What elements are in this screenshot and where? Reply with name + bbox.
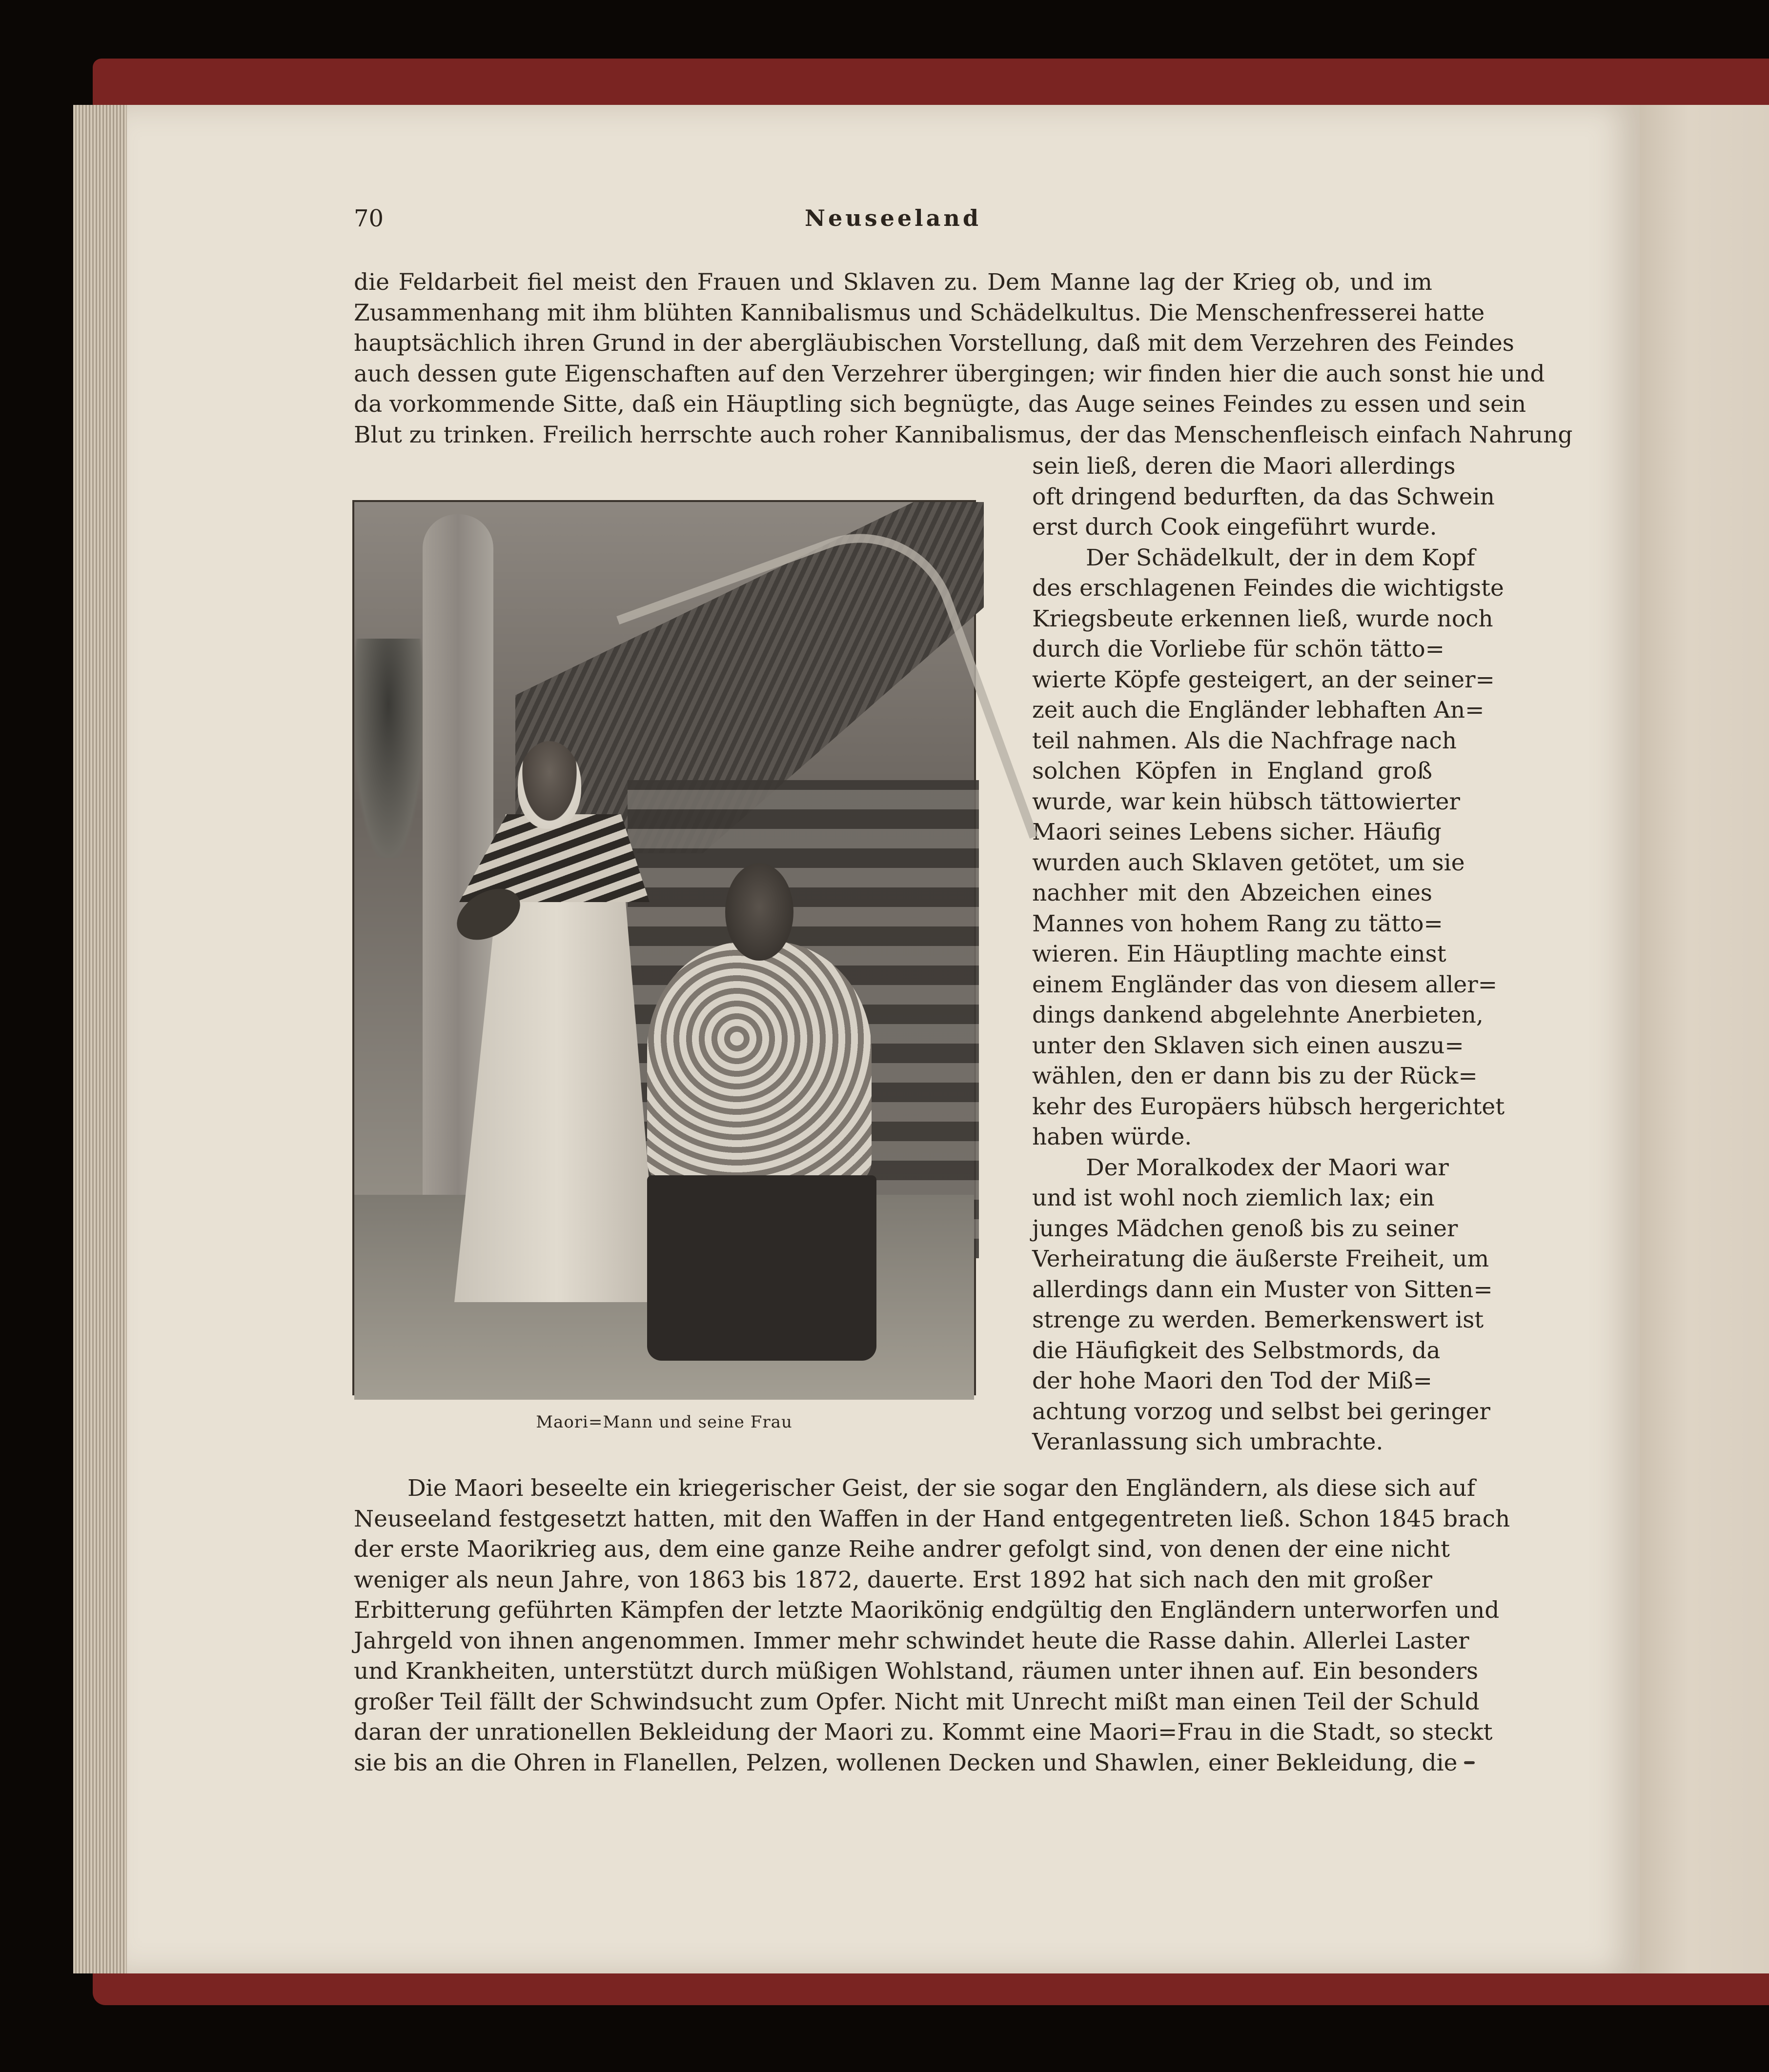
- text-line: Maori seines Lebens sicher. Häufig: [1032, 819, 1442, 845]
- text-line: und Krankheiten, unterstützt durch müßigen Wohlstand, räumen unter ihnen auf. Ein besonders: [354, 1658, 1479, 1685]
- text-line: nachher mit den Abzeichen eines: [1032, 880, 1432, 906]
- photo-trees: [354, 639, 423, 858]
- text-line: einem Engländer das von diesem aller=: [1032, 971, 1498, 998]
- running-title: Neuseeland: [804, 205, 982, 231]
- text-line: und ist wohl noch ziemlich lax; ein: [1032, 1185, 1435, 1211]
- text-line: unter den Sklaven sich einen auszu=: [1032, 1032, 1464, 1059]
- text-line: Verheiratung die äußerste Freiheit, um: [1032, 1246, 1489, 1272]
- text-line: allerdings dann ein Muster von Sitten=: [1032, 1276, 1493, 1303]
- page-number: 70: [354, 205, 384, 232]
- text-line: durch die Vorliebe für schön tätto=: [1032, 636, 1444, 663]
- paragraph-bottom: [354, 1473, 1510, 1778]
- text-line: erst durch Cook eingeführt wurde.: [1032, 514, 1437, 541]
- text-line: großer Teil fällt der Schwindsucht zum Opfer. Nicht mit Unrecht mißt man einen Teil der Schuld: [354, 1688, 1480, 1715]
- text-line: sie bis an die Ohren in Flanellen, Pelzen, wollenen Decken und Shawlen, einer Bekleidung, die: [354, 1749, 1458, 1776]
- text-line: dings dankend abgelehnte Anerbieten,: [1032, 1002, 1484, 1028]
- text-line: zeit auch die Engländer lebhaften An=: [1032, 697, 1484, 724]
- page-speck: [1464, 1761, 1475, 1764]
- text-line: wurde, war kein hübsch tättowierter: [1032, 788, 1460, 815]
- text-line: oft dringend bedurften, da das Schwein: [1032, 483, 1495, 510]
- text-line: wurden auch Sklaven getötet, um sie: [1032, 849, 1465, 876]
- text-line: strenge zu werden. Bemerkenswert ist: [1032, 1307, 1484, 1333]
- page-header: [354, 205, 1432, 239]
- text-line: des erschlagenen Feindes die wichtigste: [1032, 575, 1504, 602]
- photo-woman-skirt: [647, 1175, 876, 1361]
- text-line: auch dessen gute Eigenschaften auf den Verzehrer übergingen; wir finden hier die auch sonst hie und: [354, 360, 1545, 387]
- photo-man-head: [518, 741, 581, 829]
- text-line: wählen, den er dann bis zu der Rück=: [1032, 1063, 1478, 1089]
- text-line: der hohe Maori den Tod der Miß=: [1032, 1368, 1432, 1394]
- text-line: die Häufigkeit des Selbstmords, da: [1032, 1337, 1441, 1364]
- text-line: Der Moralkodex der Maori war: [1086, 1154, 1449, 1181]
- paragraph-right-column: [1032, 451, 1505, 1458]
- text-line: weniger als neun Jahre, von 1863 bis 1872, dauerte. Erst 1892 hat sich nach den mit großer: [354, 1566, 1432, 1593]
- text-line: wierte Köpfe gesteigert, an der seiner=: [1032, 666, 1495, 693]
- text-line: Mannes von hohem Rang zu tätto=: [1032, 910, 1443, 937]
- text-line: teil nahmen. Als die Nachfrage nach: [1032, 727, 1457, 754]
- text-line: solchen Köpfen in England groß: [1032, 758, 1432, 785]
- text-line: Neuseeland festgesetzt hatten, mit den Waffen in der Hand entgegentreten ließ. Schon 1845 brach: [354, 1505, 1510, 1532]
- page-edges: [73, 105, 132, 1973]
- paragraph-top: [354, 267, 1573, 450]
- text-line: haben würde.: [1032, 1124, 1192, 1150]
- text-line: Die Maori beseelte ein kriegerischer Geist, der sie sogar den Engländern, als diese sich auf: [407, 1475, 1476, 1502]
- text-line: die Feldarbeit fiel meist den Frauen und Sklaven zu. Dem Manne lag der Krieg ob, und im: [354, 269, 1432, 296]
- text-line: Zusammenhang mit ihm blühten Kannibalismus und Schädelkultus. Die Menschenfresserei hatte: [354, 299, 1485, 326]
- text-line: der erste Maorikrieg aus, dem eine ganze Reihe andrer gefolgt sind, von denen der eine nicht: [354, 1536, 1450, 1563]
- text-line: hauptsächlich ihren Grund in der abergläubischen Vorstellung, daß mit dem Verzehren des Feindes: [354, 330, 1514, 357]
- text-line: Jahrgeld von ihnen angenommen. Immer mehr schwindet heute die Rasse dahin. Allerlei Laster: [354, 1627, 1469, 1654]
- text-line: kehr des Europäers hübsch hergerichtet: [1032, 1093, 1505, 1120]
- text-line: daran der unrationellen Bekleidung der Maori zu. Kommt eine Maori=Frau in die Stadt, so steckt: [354, 1719, 1493, 1746]
- text-line: Der Schädelkult, der in dem Kopf: [1086, 544, 1475, 571]
- photo-woman-head: [725, 863, 793, 961]
- text-line: sein ließ, deren die Maori allerdings: [1032, 453, 1456, 480]
- text-line: Blut zu trinken. Freilich herrschte auch roher Kannibalismus, der das Menschenfleisch einfach Nahrung: [354, 421, 1573, 448]
- text-line: achtung vorzog und selbst bei geringer: [1032, 1398, 1490, 1425]
- figure-caption: Maori=Mann und seine Frau: [536, 1412, 793, 1432]
- text-line: Veranlassung sich umbrachte.: [1032, 1428, 1383, 1455]
- text-line: junges Mädchen genoß bis zu seiner: [1032, 1215, 1458, 1242]
- text-line: Erbitterung geführten Kämpfen der letzte Maorikönig endgültig den Engländern unterworfen und: [354, 1597, 1500, 1624]
- text-line: da vorkommende Sitte, daß ein Häuptling sich begnügte, das Auge seines Feindes zu essen und sein: [354, 391, 1526, 418]
- photo-woman: [647, 941, 872, 1185]
- photograph-maori-couple: [352, 500, 976, 1395]
- facing-page: [1635, 105, 1769, 1973]
- text-line: Kriegsbeute erkennen ließ, wurde noch: [1032, 605, 1493, 632]
- text-line: wieren. Ein Häuptling machte einst: [1032, 941, 1446, 967]
